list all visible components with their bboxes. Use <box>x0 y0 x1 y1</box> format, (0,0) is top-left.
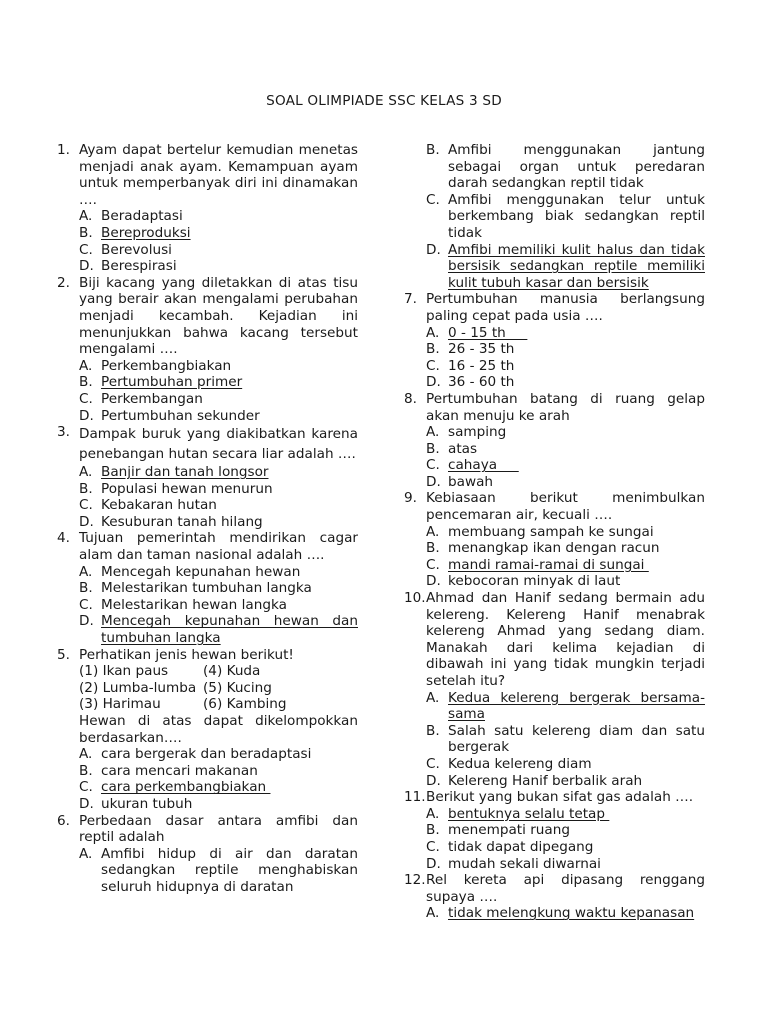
option-a: A. bentuknya selalu tetap <box>426 805 610 822</box>
question-9 <box>404 490 705 590</box>
option-d: D. 36 - 60 th <box>426 374 515 391</box>
option-b: B. menempati ruang <box>426 822 570 839</box>
question-11 <box>404 789 705 872</box>
question-number: 6. <box>57 812 70 829</box>
question-2 <box>57 275 358 424</box>
question-5 <box>57 647 358 813</box>
question-stem: Pertumbuhan batang di ruang gelap akan menuju ke arah <box>426 390 705 424</box>
question-number: 1. <box>57 142 70 158</box>
question-stem: Berikut yang bukan sifat gas adalah …. <box>426 789 694 806</box>
option-a: A. Kedua kelereng bergerak bersama-sama <box>426 689 705 723</box>
option-a: A. membuang sampah ke sungai <box>426 523 654 540</box>
question-12 <box>404 872 705 922</box>
option-c: C. tidak dapat dipegang <box>426 838 594 855</box>
option-a: A. Mencegah kepunahan hewan <box>79 563 301 580</box>
option-b: B. menangkap ikan dengan racun <box>426 540 660 557</box>
option-d: D. Berespirasi <box>79 258 177 275</box>
question-number: 11. <box>404 789 426 806</box>
option-b: B. cara mencari makanan <box>79 762 258 779</box>
option-b: B. atas <box>426 440 478 457</box>
option-a: A. cara bergerak dan beradaptasi <box>79 746 312 763</box>
question-stem: Perbedaan dasar antara amfibi dan reptil adalah <box>79 812 358 846</box>
question-stem: Dampak buruk yang diakibatkan karena penebangan hutan secara liar adalah …. <box>79 426 358 463</box>
question-10 <box>404 590 705 789</box>
option-c: C. Amfibi menggunakan telur untuk berkembang biak sedangkan reptil tidak <box>426 191 705 241</box>
option-c: C. Berevolusi <box>79 241 172 258</box>
option-a: A. Banjir dan tanah longsor <box>79 464 269 481</box>
option-c: C. Kedua kelereng diam <box>426 755 592 772</box>
option-d: D. Kesuburan tanah hilang <box>79 513 263 530</box>
option-a: A. samping <box>426 424 507 441</box>
option-b: B. Amfibi menggunakan jantung sebagai organ untuk peredaran darah sedangkan reptil tidak <box>426 142 705 192</box>
option-b: B. Pertumbuhan primer <box>79 374 243 391</box>
option-b: B. Salah satu kelereng diam dan satu bergerak <box>426 722 705 756</box>
question-stem: Pertumbuhan manusia berlangsung paling cepat pada usia …. <box>426 291 705 324</box>
page-title: SOAL OLIMPIADE SSC KELAS 3 SD <box>266 93 502 109</box>
option-c: C. cahaya <box>426 457 519 474</box>
animal-item: (4) Kuda <box>203 663 261 680</box>
right-column <box>404 142 705 922</box>
question-stem: Ayam dapat bertelur kemudian menetas menjadi anak ayam. Kemampuan ayam untuk memperbanyak diri ini dinamakan …. <box>79 142 358 208</box>
option-a: A. Beradaptasi <box>79 208 183 225</box>
question-stem: Biji kacang yang diletakkan di atas tisu yang berair akan mengalami perubahan menjadi kecambah. Kejadian ini menunjukkan bahwa kacang tersebut mengalami …. <box>79 274 358 358</box>
option-c: C. 16 - 25 th <box>426 357 515 374</box>
question-number: 10. <box>404 590 426 607</box>
question-stem: Ahmad dan Hanif sedang bermain adu kelereng. Kelereng Hanif menabrak kelereng Ahmad yang sedang diam. Manakah dari kelima kejadian di dibawah ini yang tidak mungkin terjadi setelah itu? <box>426 590 705 689</box>
option-d: D. bawah <box>426 473 494 490</box>
option-a: A. 0 - 15 th <box>426 324 528 341</box>
option-c: C. Melestarikan hewan langka <box>79 596 287 613</box>
option-d: D. Amfibi memiliki kulit halus dan tidak bersisik sedangkan reptile memiliki kulit tubuh kasar dan bersisik <box>426 241 705 291</box>
question-stem-continued: Hewan di atas dapat dikelompokkan berdasarkan…. <box>79 713 358 746</box>
option-b: B. Populasi hewan menurun <box>79 480 273 497</box>
option-d: D. Kelereng Hanif berbalik arah <box>426 772 643 789</box>
question-number: 2. <box>57 274 70 291</box>
option-d: D. mudah sekali diwarnai <box>426 855 601 872</box>
option-c: C. Perkembangan <box>79 390 203 407</box>
question-number: 3. <box>57 424 70 441</box>
option-d: D. Pertumbuhan sekunder <box>79 407 260 424</box>
question-number: 5. <box>57 646 70 663</box>
option-d: D. Mencegah kepunahan hewan dan tumbuhan langka <box>79 613 358 647</box>
question-number: 7. <box>404 291 417 308</box>
question-stem: Tujuan pemerintah mendirikan cagar alam dan taman nasional adalah …. <box>79 530 358 564</box>
option-c: C. cara perkembangbiakan <box>79 779 271 796</box>
option-d: D. ukuran tubuh <box>79 795 193 812</box>
option-b: B. Bereproduksi <box>79 224 191 241</box>
option-d: D. kebocoran minyak di laut <box>426 573 621 590</box>
left-column <box>57 142 358 896</box>
question-8 <box>404 391 705 491</box>
option-a: A. tidak melengkung waktu kepanasan <box>426 905 695 922</box>
question-number: 4. <box>57 530 70 547</box>
question-1 <box>57 142 358 275</box>
question-stem: Perhatikan jenis hewan berikut! <box>79 646 294 663</box>
option-b: B. Melestarikan tumbuhan langka <box>79 580 312 597</box>
animal-list <box>79 663 358 713</box>
animal-item: (2) Lumba-lumba <box>79 679 197 696</box>
animal-item: (5) Kucing <box>203 679 272 696</box>
option-a: A. Amfibi hidup di air dan daratan sedangkan reptile menghabiskan seluruh hidupnya di daratan <box>79 845 358 895</box>
question-4 <box>57 530 358 646</box>
animal-item: (1) Ikan paus <box>79 663 169 680</box>
animal-item: (6) Kambing <box>203 696 287 713</box>
question-6 <box>57 813 358 896</box>
option-a: A. Perkembangbiakan <box>79 357 232 374</box>
question-3 <box>57 424 358 530</box>
question-6-continued <box>404 142 705 291</box>
question-stem: Kebiasaan berikut menimbulkan pencemaran air, kecuali …. <box>426 490 705 524</box>
option-c: C. Kebakaran hutan <box>79 497 217 514</box>
question-stem: Rel kereta api dipasang renggang supaya …. <box>426 872 705 905</box>
question-number: 12. <box>404 872 426 889</box>
question-number: 9. <box>404 490 417 507</box>
option-b: B. 26 - 35 th <box>426 341 515 358</box>
animal-item: (3) Harimau <box>79 696 161 713</box>
option-c: C. mandi ramai-ramai di sungai <box>426 556 649 573</box>
question-7 <box>404 291 705 391</box>
question-number: 8. <box>404 390 417 407</box>
